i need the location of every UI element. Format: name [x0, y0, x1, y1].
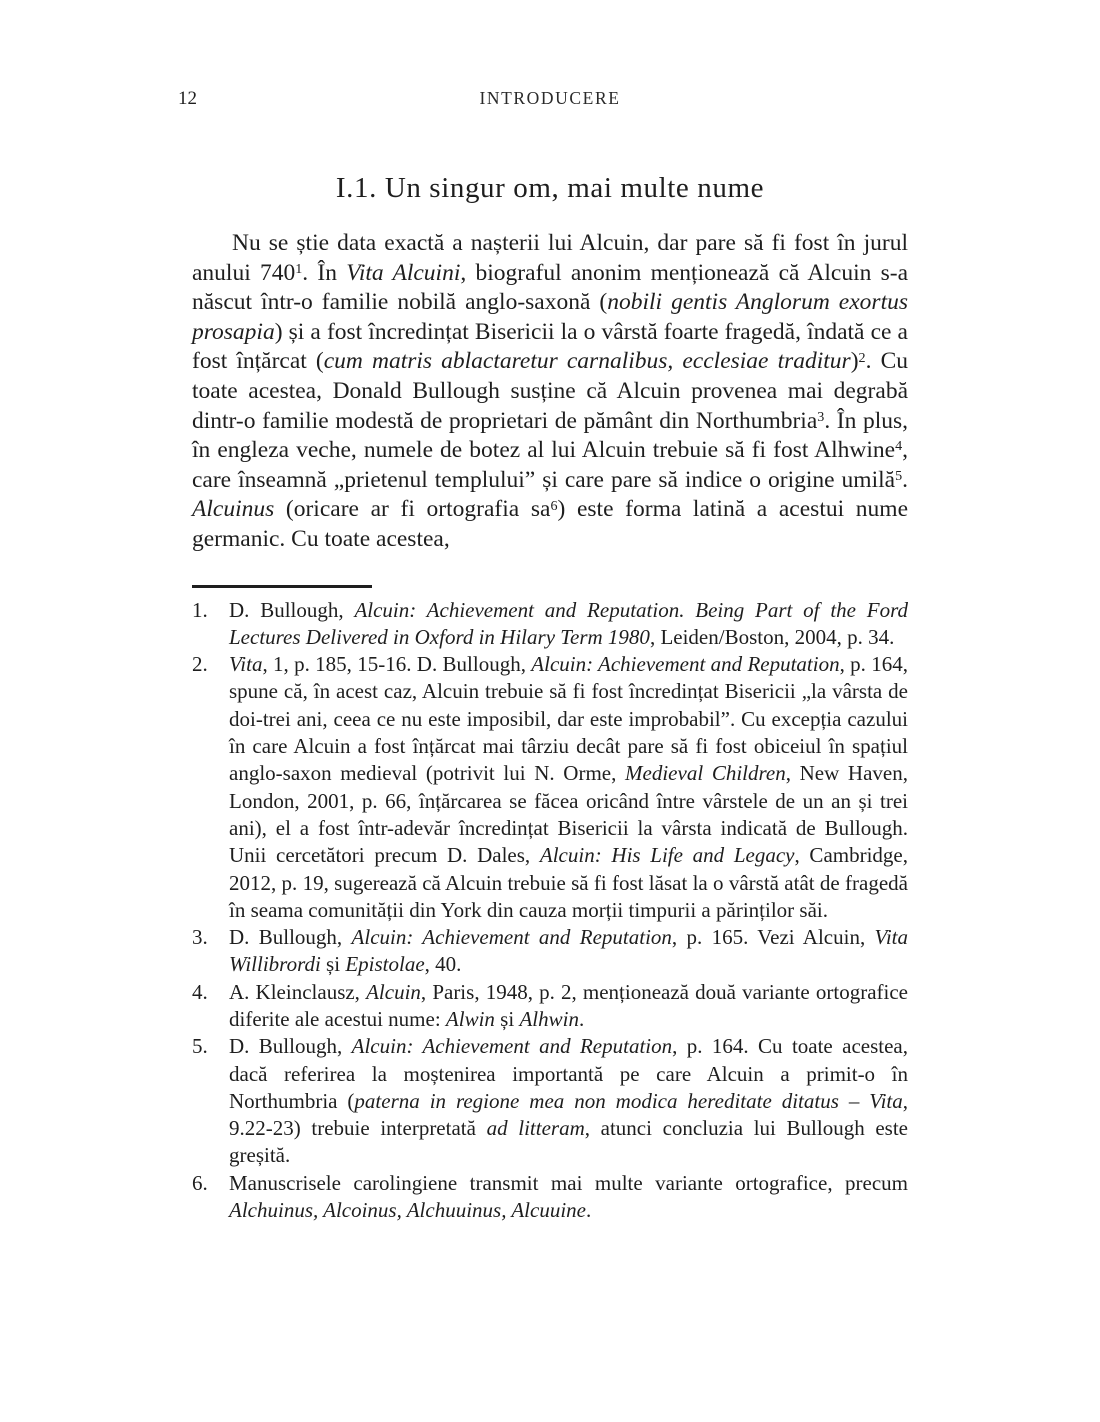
text-run: . — [902, 466, 908, 493]
footnote-ref: 6 — [550, 497, 558, 514]
italic-run: Vita Willibrordi — [229, 925, 908, 977]
text-run: ) — [850, 348, 859, 375]
text-run: . — [585, 1198, 592, 1223]
footnote-number: 3. — [192, 925, 208, 950]
text-run: , atunci concluzia lui Bullough este greșită. — [229, 1116, 908, 1168]
text-run: Manuscrisele carolingiene transmit mai multe variante ortografice, precum — [229, 1170, 908, 1195]
text-run: . În plus, în engleza veche, numele de botez al lui Alcuin trebuie să fi fost Alhwine — [192, 407, 909, 464]
italic-run: Alwin — [445, 1006, 495, 1031]
italic-run: Alcuin: Achievement and Reputation — [351, 925, 672, 950]
text-run: D. Bullough, — [229, 597, 355, 622]
italic-run: Alcuin: Achievement and Reputation. Being Part of the Ford Lectures Delivered in Oxford in Hilary Term 1980 — [229, 597, 908, 649]
footnote-item-5 — [192, 1033, 908, 1169]
text-run: , p. 165. Vezi Alcuin, — [671, 925, 875, 950]
italic-run: Alcuin: His Life and Legacy — [539, 843, 795, 868]
footnote-text — [229, 652, 908, 922]
footnote-text — [229, 1171, 908, 1222]
footnote-item-3 — [192, 924, 908, 979]
text-run: , Cambridge, 2012, p. 19, sugerează că Alcuin trebuie să fi fost lăsat la o vârstă atât de fragedă în seama comunității din York din cauza morții timpurii a părinților săi. — [229, 843, 908, 922]
italic-run: ad litteram — [486, 1116, 585, 1141]
text-run: D. Bullough, — [229, 1034, 352, 1059]
italic-run: Vita — [869, 1088, 903, 1113]
text-run: . În — [302, 259, 347, 286]
italic-run: Epistolae — [345, 952, 425, 977]
text-run: (oricare ar fi ortografia sa — [274, 496, 551, 523]
text-run: , 9.22-23) trebuie interpretată — [229, 1088, 908, 1141]
footnote-number: 2. — [192, 652, 208, 677]
footnote-item-1 — [192, 597, 908, 652]
italic-run: Alcuin: Achievement and Reputation — [351, 1034, 673, 1059]
section-heading: I.1. Un singur om, mai multe nume — [335, 172, 765, 204]
italic-run: Alchuinus, Alcoinus, Alchuuinus, Alcuuine — [229, 1198, 586, 1223]
text-run: . Cu toate acestea, Donald Bullough susține că Alcuin provenea mai degrabă dintr-o familie modestă de proprietari de pământ din Northumbria — [192, 348, 908, 434]
text-run: – — [838, 1088, 870, 1113]
text-run: . — [578, 1006, 585, 1031]
footnote-item-4 — [192, 979, 908, 1034]
footnote-ref: 2 — [858, 349, 866, 366]
footnote-separator — [192, 585, 372, 588]
text-run: și — [320, 952, 346, 977]
text-run: și — [494, 1006, 520, 1031]
footnote-item-2 — [192, 651, 908, 924]
italic-run: Vita Alcuini — [346, 259, 461, 286]
footnote-item-6 — [192, 1170, 908, 1225]
italic-run: paterna in regione mea non modica hereditate ditatus — [354, 1088, 839, 1113]
italic-run: Medieval Children — [625, 761, 786, 786]
text-run: , Leiden/Boston, 2004, p. 34. — [649, 624, 895, 649]
italic-run: Alhwin — [519, 1006, 579, 1031]
footnote-text — [229, 980, 908, 1031]
footnote-number: 4. — [192, 979, 208, 1004]
body-paragraph — [192, 229, 908, 555]
footnote-number: 5. — [192, 1034, 208, 1059]
text-run: , 1, p. 185, 15-16. D. Bullough, — [262, 652, 532, 677]
text-run: , p. 164. Cu toate acestea, dacă referirea la moștenirea importantă pe care Alcuin a primit-o în Northumbria ( — [229, 1034, 908, 1113]
text-run: Nu se știe data exactă a nașterii lui Alcuin, dar pare să fi fost în jurul anului 740 — [192, 230, 908, 286]
footnotes-list — [192, 597, 908, 1225]
italic-run: Alcuin: Achievement and Reputation — [531, 652, 840, 677]
footnote-number: 6. — [192, 1170, 208, 1195]
text-run: , 40. — [424, 952, 462, 977]
footnote-ref: 4 — [895, 438, 903, 455]
footnote-text — [229, 1034, 908, 1167]
page-number: 12 — [178, 88, 197, 109]
italic-run: nobili gentis Anglorum exortus prosapia — [192, 289, 908, 345]
footnote-text — [229, 925, 908, 976]
text-run: , p. 164, spune că, în acest caz, Alcuin trebuie să fi fost încredințat Bisericii „la vârsta de doi-trei ani, ceea ce nu este imposibil, dar este improbabil”. Cu excepția cazului în care Alcuin a fost înțărcat mai târziu decât pare să fi fost obiceiul în spațiul anglo-saxon medieval (potrivit lui N. Orme, — [229, 652, 908, 786]
footnote-ref: 5 — [895, 467, 903, 484]
footnote-ref: 1 — [295, 260, 303, 277]
italic-run: Vita — [229, 652, 263, 677]
page-header — [178, 88, 908, 112]
text-run: ) este forma latină a acestui nume germanic. Cu toate acestea, — [192, 496, 908, 552]
text-run: A. Kleinclausz, — [229, 979, 367, 1004]
italic-run: Alcuinus — [192, 496, 275, 523]
text-run: D. Bullough, — [229, 925, 352, 950]
text-run: , biograful anonim menționează că Alcuin s-a născut într-o familie nobilă anglo-saxonă ( — [192, 259, 908, 316]
footnote-ref: 3 — [817, 408, 825, 425]
text-run: ) și a fost încredințat Bisericii la o vârstă foarte fragedă, îndată ce a fost înțărcat ( — [192, 318, 908, 375]
text-run: , care înseamnă „prietenul templului” și care pare să indice o origine umilă — [192, 437, 908, 493]
footnote-text — [229, 598, 908, 649]
italic-run: Alcuin — [366, 979, 421, 1004]
text-run: , Paris, 1948, p. 2, menționează două variante ortografice diferite ale acestui nume: — [229, 979, 908, 1031]
footnote-number: 1. — [192, 597, 208, 622]
running-title: INTRODUCERE — [479, 88, 621, 108]
text-run: , New Haven, London, 2001, p. 66, înțărcarea se făcea oricând între vârstele de un an și trei ani), el a fost într-adevăr încredințat Bisericii la vârsta indicată de Bullough. Unii cercetători precum D. Dales, — [229, 761, 908, 868]
italic-run: cum matris ablactaretur carnalibus, ecclesiae traditur — [323, 348, 851, 375]
